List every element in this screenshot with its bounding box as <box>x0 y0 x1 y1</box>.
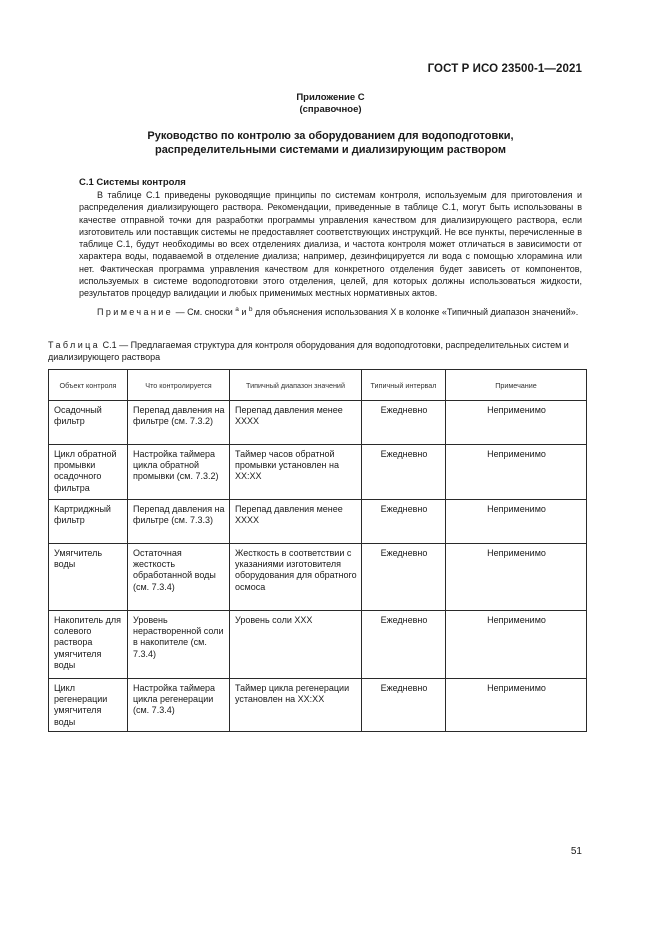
table-cell: Неприменимо <box>446 544 587 611</box>
table-cell: Перепад давления на фильтре (см. 7.3.3) <box>128 500 230 544</box>
table-cell: Уровень соли XXX <box>230 611 362 679</box>
table-cell: Настройка таймера цикла регенерации (см. 7.3.4) <box>128 679 230 732</box>
header-cell: Примечание <box>446 370 587 401</box>
annex-title: Приложение С <box>296 92 365 103</box>
table-cell: Ежедневно <box>362 500 446 544</box>
table-cell: Ежедневно <box>362 611 446 679</box>
table-cell: Ежедневно <box>362 401 446 445</box>
table-cell: Неприменимо <box>446 401 587 445</box>
table-cell: Картриджный фильтр <box>49 500 128 544</box>
table-cell: Настройка таймера цикла обратной промывки (см. 7.3.2) <box>128 445 230 500</box>
note-text-and: и <box>238 307 249 317</box>
table-cell: Таймер часов обратной промывки установлен на XX:XX <box>230 445 362 500</box>
page-number: 51 <box>570 846 582 857</box>
table-row <box>49 445 587 500</box>
table-cell: Цикл регенерации умягчителя воды <box>49 679 128 732</box>
table-cell: Неприменимо <box>446 611 587 679</box>
document-title-line-1: Руководство по контролю за оборудованием для водоподготовки, <box>147 130 514 142</box>
footnote-b-marker: b <box>248 306 253 313</box>
table-header-row <box>49 370 587 401</box>
table-cell: Таймер цикла регенерации установлен на XX:XX <box>230 679 362 732</box>
note-label: Примечание <box>97 307 174 317</box>
table-cell: Перепад давления на фильтре (см. 7.3.2) <box>128 401 230 445</box>
table-cell: Неприменимо <box>446 445 587 500</box>
header-cell: Типичный интервал <box>362 370 446 401</box>
table-cell: Накопитель для солевого раствора умягчителя воды <box>49 611 128 679</box>
table-cell: Ежедневно <box>362 445 446 500</box>
table-cell: Перепад давления менее XXXX <box>230 500 362 544</box>
note-text-after: для объяснения использования X в колонке «Типичный диапазон значений». <box>252 307 579 317</box>
table-cell: Осадочный фильтр <box>49 401 128 445</box>
section-paragraph: В таблице С.1 приведены руководящие принципы по системам контроля, используемым для приготовления и распределения диализирующего раствора. Рекомендации, приведенные в таблице С.1, могут быть использованы в качестве отправной точки для разработки программы управления качеством для диализирующего раствора, если изготовитель или поставщик системы не предоставляет соответствующих инструкций. Не все пункты, перечисленные в таблице С.1, будут необходимы во всех отделениях диализа, и частота контроля может отличаться в зависимости от характера воды, подаваемой в отделение диализа; например, дезинфицируется ли вода с помощью хлорамина или нет. Фактическая программа управления качеством для конкретного отделения будет зависеть от компонентов, используемых в системе водоподготовки этого отделения, целей, для которых должны использоваться жидкости, результатов процедур валидации и любых применимых местных нормативных актов. <box>79 190 582 299</box>
table-cell: Неприменимо <box>446 500 587 544</box>
table-cell: Неприменимо <box>446 679 587 732</box>
header-cell: Объект контроля <box>49 370 128 401</box>
table-row <box>49 544 587 611</box>
table-cell: Ежедневно <box>362 679 446 732</box>
table-cell: Жесткость в соответствии с указаниями изготовителя оборудования для обратного осмоса <box>230 544 362 611</box>
table-row <box>49 611 587 679</box>
table-cell: Перепад давления менее XXXX <box>230 401 362 445</box>
table-row <box>49 679 587 732</box>
document-title <box>60 129 601 157</box>
header-cell: Типичный диапазон значений <box>230 370 362 401</box>
table-cell: Уровень нерастворенной соли в накопителе (см. 7.3.4) <box>128 611 230 679</box>
annex-subtitle: (справочное) <box>299 104 362 115</box>
table-cell: Цикл обратной промывки осадочного фильтра <box>49 445 128 500</box>
table-cell: Умягчитель воды <box>49 544 128 611</box>
note-text-before: — См. сноски <box>173 307 236 317</box>
table-row <box>49 401 587 445</box>
table-caption <box>48 340 588 363</box>
footnote-a-marker: a <box>235 306 239 313</box>
table-caption-label: Таблица <box>48 340 101 350</box>
table-cell: Ежедневно <box>362 544 446 611</box>
table-row <box>49 500 587 544</box>
annex-heading <box>0 92 661 116</box>
table-cell: Остаточная жесткость обработанной воды (см. 7.3.4) <box>128 544 230 611</box>
section-heading: С.1 Системы контроля <box>79 177 186 188</box>
control-table <box>48 369 587 732</box>
standard-code: ГОСТ Р ИСО 23500-1—2021 <box>427 63 582 75</box>
header-cell: Что контролируется <box>128 370 230 401</box>
table-caption-text: С.1 — Предлагаемая структура для контроля оборудования для водоподготовки, распределительных систем и диализирующего раствора <box>48 340 569 362</box>
note <box>79 306 582 318</box>
document-title-line-2: распределительными системами и диализирующим раствором <box>154 144 507 156</box>
